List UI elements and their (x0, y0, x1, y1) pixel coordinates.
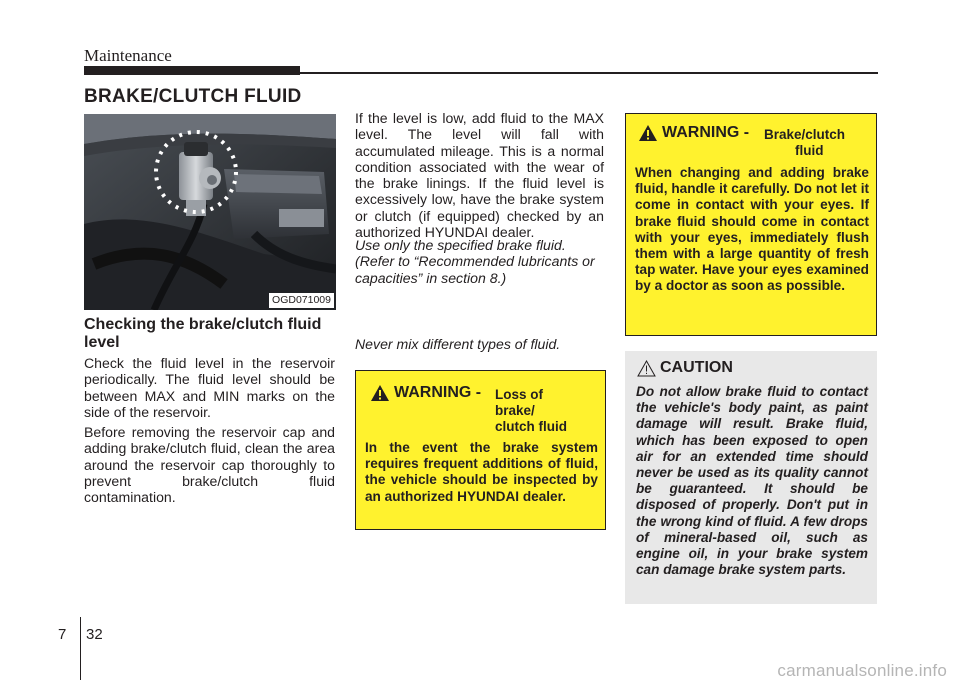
caution-title: CAUTION (660, 359, 733, 376)
warning-body: In the event the brake system requires frequent additions of fluid, the vehicle should be inspected by an authorized HYUNDAI dealer. (365, 440, 598, 504)
header-rule-thick (84, 66, 300, 75)
warning-triangle-icon (370, 384, 390, 402)
column1-paragraph-2: Before removing the reservoir cap and adding brake/clutch fluid, clean the area around the reservoir cap thoroughly to prevent brake/clutch fluid contamination. (84, 424, 335, 506)
column2-paragraph-2: Use only the specified brake fluid. (Refer to “Recommended lubricants or capacities” in section 8.) (355, 237, 595, 286)
warning-triangle-icon (638, 124, 658, 142)
warning-subtitle-1: Loss of (495, 387, 544, 402)
warning-body: When changing and adding brake fluid, handle it carefully. Do not let it come in contact with your eyes. If brake fluid should come in contact with your eyes, immediately flush them with a large quantity of fresh tap water. Have your eyes examined by a doctor as soon as possible. (635, 165, 869, 294)
caution-triangle-icon (637, 360, 656, 377)
footer-divider (80, 617, 81, 680)
figure-code: OGD071009 (269, 293, 334, 308)
warning-label: WARNING - (662, 124, 750, 141)
column2-paragraph-1: If the level is low, add fluid to the MAX level. The level will fall with accumulated mileage. This is a normal condition associated with the wear of the brake linings. If the fluid level is excessively low, have the brake system or clutch (if equipped) checked by an authorized HYUNDAI dealer. (355, 110, 604, 241)
warning-box-brake-fluid (625, 113, 877, 336)
column2-paragraph-3: Never mix different types of fluid. (355, 336, 561, 352)
engine-bay-photo (84, 114, 336, 310)
section-label: Maintenance (84, 46, 172, 65)
page-title: BRAKE/CLUTCH FLUID (84, 86, 302, 107)
engine-bay-illustration (84, 114, 336, 310)
warning-subtitle-3: clutch fluid (495, 419, 567, 434)
warning-box-fluid-loss (355, 370, 606, 530)
warning-subtitle-1: Brake/clutch (764, 127, 846, 142)
subheading: Checking the brake/clutch fluid level (84, 316, 322, 351)
chapter-number: 7 (58, 626, 67, 643)
warning-subtitle-2: brake/ (495, 403, 535, 418)
caution-box (625, 351, 877, 604)
caution-body: Do not allow brake fluid to contact the vehicle's body paint, as paint damage will result. Brake fluid, which has been exposed to open air for an extended time should never be used as its quality cannot be guaranteed. It should be disposed of properly. Don't put in the wrong kind of fluid. A few drops of mineral-based oil, such as engine oil, in your brake system can damage brake system parts. (636, 384, 868, 578)
column1-paragraph-1: Check the fluid level in the reservoir periodically. The fluid level should be between MAX and MIN marks on the side of the reservoir. (84, 355, 335, 420)
header-rule-thin (300, 72, 878, 74)
warning-subtitle-2: fluid (795, 143, 824, 158)
page-number: 32 (86, 626, 103, 643)
watermark: carmanualsonline.info (777, 661, 947, 680)
warning-label: WARNING - (394, 384, 482, 401)
